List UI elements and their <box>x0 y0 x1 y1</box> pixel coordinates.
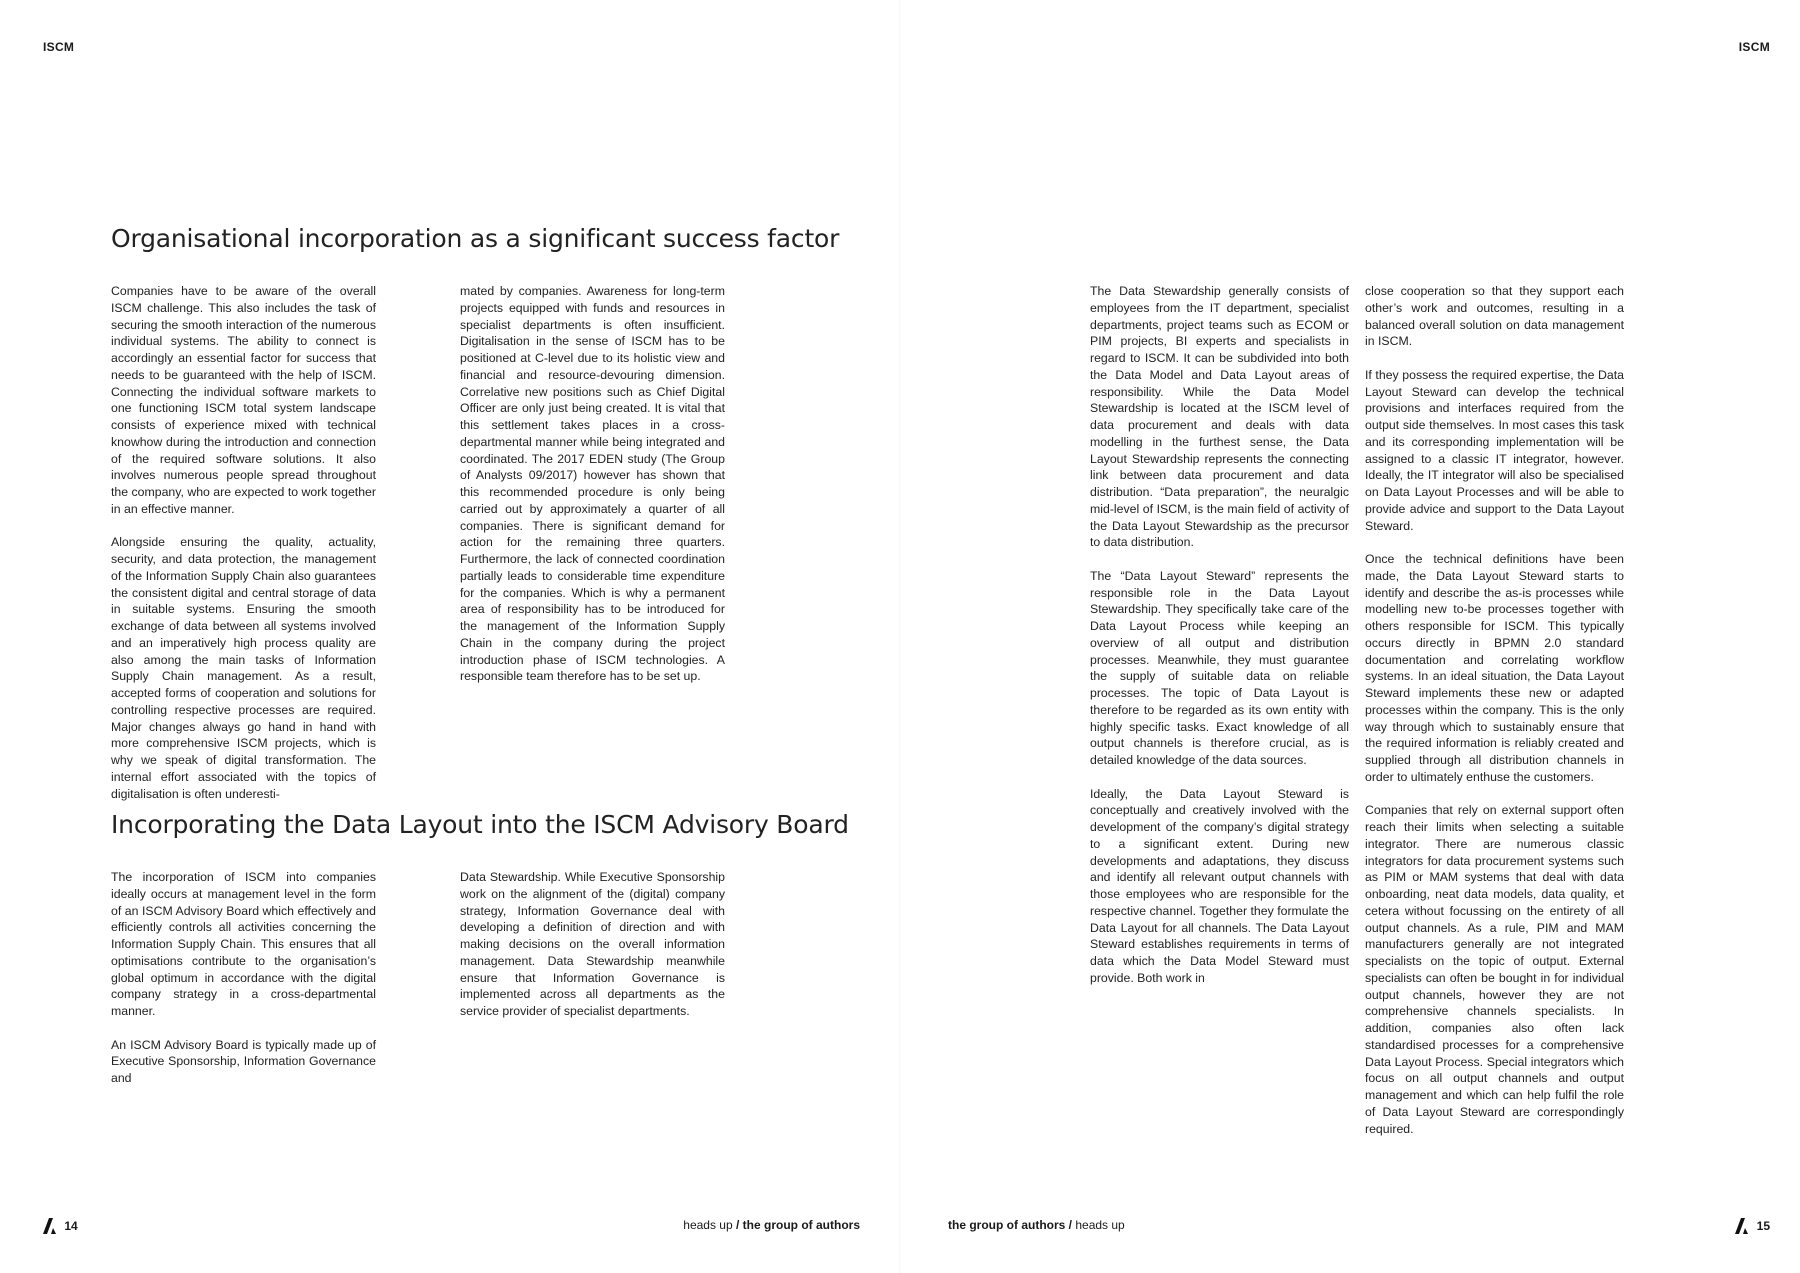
footer-text-bold: the group of authors <box>948 1218 1066 1232</box>
footer-text-regular: heads up <box>1075 1218 1125 1232</box>
paragraph: Ideally, the Data Layout Steward is conceptually and creatively involved with the development of the company’s digital strategy to a significant extent. During new developments and adaptations, they discuss and identify all relevant output channels with those employees who are responsible for the respective channel. Together they formulate the Data Layout for all channels. The Data Layout Steward establishes requirements in terms of data which the Data Model Steward must provide. Both work in <box>1090 786 1349 985</box>
running-head: ISCM <box>43 40 75 54</box>
text-column-3 <box>111 869 376 1087</box>
section-heading-organisational: Organisational incorporation as a significant success factor <box>111 224 840 253</box>
slash-logo-icon <box>1735 1218 1749 1234</box>
page-footer-number <box>43 1218 78 1234</box>
page-footer-credit <box>683 1218 860 1232</box>
page-footer-credit <box>948 1218 1125 1232</box>
paragraph: Companies have to be aware of the overall ISCM challenge. This also includes the task of securing the smooth interaction of the numerous individual systems. The ability to connect is accordingly an essential factor for success that needs to be guaranteed with the help of ISCM. Connecting the individual software markets to one functioning ISCM total system landscape consists of experience mixed with technical knowhow during the introduction and connection of the required software solutions. It also involves numerous people spread throughout the company, who are expected to work together in an effective manner. <box>111 284 376 516</box>
text-column-4 <box>460 869 725 1020</box>
paragraph: Once the technical definitions have been made, the Data Layout Steward starts to identify and describe the as-is processes while modelling new to-be processes together with others responsible for ISCM. This typically occurs directly in BPMN 2.0 standard documentation and correlating workflow systems. In an ideal situation, the Data Layout Steward implements these new or adapted processes within the company. This is the only way through which to sustainably ensure that the required information is reliably created and supplied through all distribution channels in order to ultimately enthuse the customers. <box>1365 552 1624 784</box>
running-head: ISCM <box>1738 40 1770 54</box>
slash-logo-icon <box>43 1218 57 1234</box>
page-number: 15 <box>1756 1219 1770 1233</box>
paragraph: mated by companies. Awareness for long-term projects equipped with funds and resources in specialist departments is often insufficient. Digitalisation in the sense of ISCM has to be positioned at C-level due to its holistic view and financial and resource-devouring dimension. Correlative new positions such as Chief Digital Officer are only just being created. It is vital that this settlement takes places in a cross-departmental manner while being integrated and coordinated. The 2017 EDEN study (The Group of Analysts 09/2017) however has shown that this recommended procedure is only being carried out by approximately a quarter of all companies. There is significant demand for action for the remaining three quarters. Furthermore, the lack of connected coordination partially leads to considerable time expenditure for the companies. Which is why a permanent area of responsibility has to be introduced for the management of the Information Supply Chain in the company during the project introduction phase of ISCM technologies. A responsible team therefore has to be set up. <box>460 284 725 684</box>
paragraph: The “Data Layout Steward” represents the responsible role in the Data Layout Stewardship. They specifically take care of the Data Layout Process while keeping an overview of all output and distribution processes. Meanwhile, they must guarantee the supply of suitable data on reliable processes. The topic of Data Layout is therefore to be regarded as its own entity with highly specific tasks. Exact knowledge of all output channels is therefore crucial, as is detailed knowledge of the data sources. <box>1090 568 1349 767</box>
footer-text-bold: the group of authors <box>742 1218 860 1232</box>
footer-separator: / <box>732 1218 743 1232</box>
paragraph: The incorporation of ISCM into companies ideally occurs at management level in the form of an ISCM Advisory Board which effectively and efficiently controls all activities concerning the Information Supply Chain. This ensures that all optimisations contribute to the organisation’s global optimum in accordance with the digital company strategy in a cross-departmental manner. <box>111 870 376 1018</box>
paragraph: Companies that rely on external support often reach their limits when selecting a suitable integrator. There are numerous classic integrators for data procurement systems such as PIM or MAM systems that deal with data onboarding, neat data models, data quality, et cetera without focussing on the entirety of all output channels. As a rule, PIM and MAM manufacturers generally are not integrated specialists on the topic of output. External specialists can often be bought in for individual output channels, however they are not comprehensive channels specialists. In addition, companies also often lack standardised processes for a comprehensive Data Layout Process. Special integrators which focus on all output channels and output management and which can help fulfil the role of Data Layout Steward are correspondingly required. <box>1365 803 1624 1136</box>
text-column-2 <box>460 283 725 685</box>
footer-separator: / <box>1065 1218 1076 1232</box>
paragraph: close cooperation so that they support each other’s work and outcomes, resulting in a balanced overall solution on data management in ISCM. <box>1365 284 1624 349</box>
paragraph: The Data Stewardship generally consists of employees from the IT department, specialist departments, project teams such as ECOM or PIM projects, BI experts and specialists in regard to ISCM. It can be subdivided into both the Data Model and Data Layout areas of responsibility. While the Data Model Stewardship is located at the ISCM level of data procurement and deals with data modelling in the furthest sense, the Data Layout Stewardship represents the connecting link between data procurement and data distribution. “Data preparation”, the neuralgic mid-level of ISCM, is the main field of activity of the Data Layout Stewardship as the precursor to data distribution. <box>1090 284 1349 550</box>
paragraph: If they possess the required expertise, the Data Layout Steward can develop the technical provisions and interfaces required from the output side themselves. In most cases this task and its corresponding implementation will be assigned to a classic IT integrator, however. Ideally, the IT integrator will also be specialised on Data Layout Processes and will be able to provide advice and support to the Data Layout Steward. <box>1365 367 1624 533</box>
right-page <box>900 0 1800 1273</box>
footer-text-regular: heads up <box>683 1218 733 1232</box>
paragraph: Data Stewardship. While Executive Sponsorship work on the alignment of the (digital) company strategy, Information Governance deal with developing a definition of direction and with making decisions on the overall information management. Data Stewardship meanwhile ensure that Information Governance is implemented across all departments as the service provider of specialist departments. <box>460 870 725 1018</box>
page-footer-number <box>1735 1218 1770 1234</box>
section-heading-advisory-board: Incorporating the Data Layout into the ISCM Advisory Board <box>111 810 849 839</box>
page-number: 14 <box>64 1219 78 1233</box>
text-column-1 <box>111 283 376 802</box>
text-column-1 <box>1090 283 1349 987</box>
paragraph: An ISCM Advisory Board is typically made up of Executive Sponsorship, Information Governance and <box>111 1037 376 1085</box>
text-column-2 <box>1365 283 1624 1137</box>
paragraph: Alongside ensuring the quality, actuality, security, and data protection, the management of the Information Supply Chain also guarantees the consistent digital and central storage of data in suitable systems. Ensuring the smooth exchange of data between all systems involved and an imperatively high process quality are also among the main tasks of Information Supply Chain management. As a result, accepted forms of cooperation and solutions for controlling respective processes are required. Major changes always go hand in hand with more comprehensive ISCM projects, which is why we speak of digital transformation. The internal effort associated with the topics of digitalisation is often underesti- <box>111 535 376 801</box>
